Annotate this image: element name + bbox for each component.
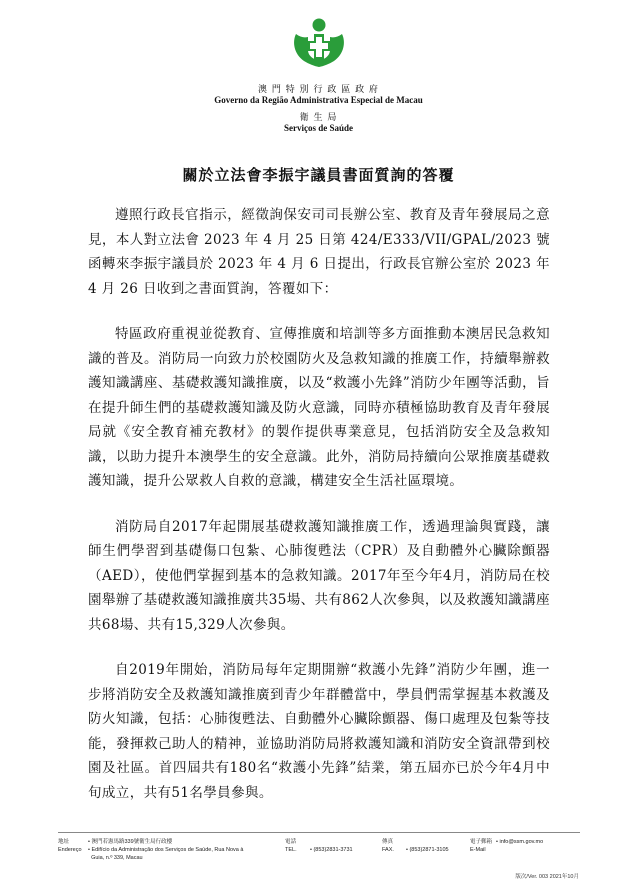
tel-number: • (853)2831-3731: [310, 847, 353, 853]
org-name-pt: Governo da Região Administrativa Especial de Macau: [214, 95, 423, 105]
paragraph-3: 消防局自2017年起開展基礎救護知識推廣工作，透過理論與實踐，讓師生們學習到基礎傷口包紮、心肺復甦法（CPR）及自動體外心臟除顫器（AED），使他們掌握到基本的急救知識。2017年至今年4月，消防局在校園舉辦了基礎救護知識推廣共35場、共有862人次參與，以及救護知識講座共68場、共有15,329人次參與。: [88, 518, 550, 633]
tel-label: 電話 TEL.: [285, 839, 297, 853]
email-label: 電子郵箱 E-Mail: [470, 839, 493, 853]
address-text: • 澳門若憲馬路339號衛生局行政樓 • Edifício da Administração dos Serviços de Saúde, Rua Nova à Guia, n.º 339, Macau: [88, 839, 244, 861]
footer-divider: [58, 832, 580, 833]
email-address[interactable]: • info@ssm.gov.mo: [496, 839, 544, 845]
paragraph-4: 自2019年開始，消防局每年定期開辦“救護小先鋒”消防少年團，進一步將消防安全及救護知識推廣到青少年群體當中，學員們需掌握基本救護及防火知識，包括：心肺復甦法、自動體外心臟除顫器、傷口處理及包紮等技能，發揮救己助人的精神，並協助消防局將救護知識和消防安全資訊帶到校園及社區。首四屆共有180名“救護小先鋒”結業，第五屆亦已於今年4月中旬成立，共有51名學員參與。: [88, 662, 550, 801]
dept-name-zh: 衛 生 局: [299, 113, 338, 123]
health-bureau-logo-icon: [290, 18, 348, 68]
fax-label: 傳真 FAX.: [382, 839, 394, 853]
paragraph-2: 特區政府重視並從教育、宣傳推廣和培訓等多方面推動本澳居民急救知識的普及。消防局一向致力於校園防火及急救知識的推廣工作，持續舉辦救護知識講座、基礎救護知識推廣，以及“救護小先鋒”消防少年團等活動，旨在提升師生們的基礎救護知識及防火意識，同時亦積極協助教育及青年發展局就《安全教育補充教材》的製作提供專業意見，包括消防安全及急救知識，以助力提升本澳學生的安全意識。此外，消防局持續向公眾推廣基礎救護知識，提升公眾救人自救的意識，構建安全生活社區環境。: [88, 326, 550, 489]
address-label: 地址 Endereço: [58, 839, 82, 853]
fax-number: • (853)2871-3105: [406, 847, 449, 853]
version-stamp: 版次/Ver. 003 2021年10月: [515, 874, 579, 880]
dept-name-pt: Serviços de Saúde: [283, 123, 353, 133]
document-title: 關於立法會李振宇議員書面質詢的答覆: [182, 166, 455, 184]
paragraph-1: 遵照行政長官指示，經徵詢保安司司長辦公室、教育及青年發展局之意見，本人對立法會 2023 年 4 月 25 日第 424/E333/VII/GPAL/2023 號函轉來李振宇議員於 2023 年 4 月 6 日提出，行政長官辦公室於 2023 年 4 月 26 日收到之書面質詢，答覆如下：: [88, 207, 550, 297]
document-body: [88, 203, 550, 826]
org-name-zh: 澳 門 特 別 行 政 區 政 府: [258, 85, 379, 95]
